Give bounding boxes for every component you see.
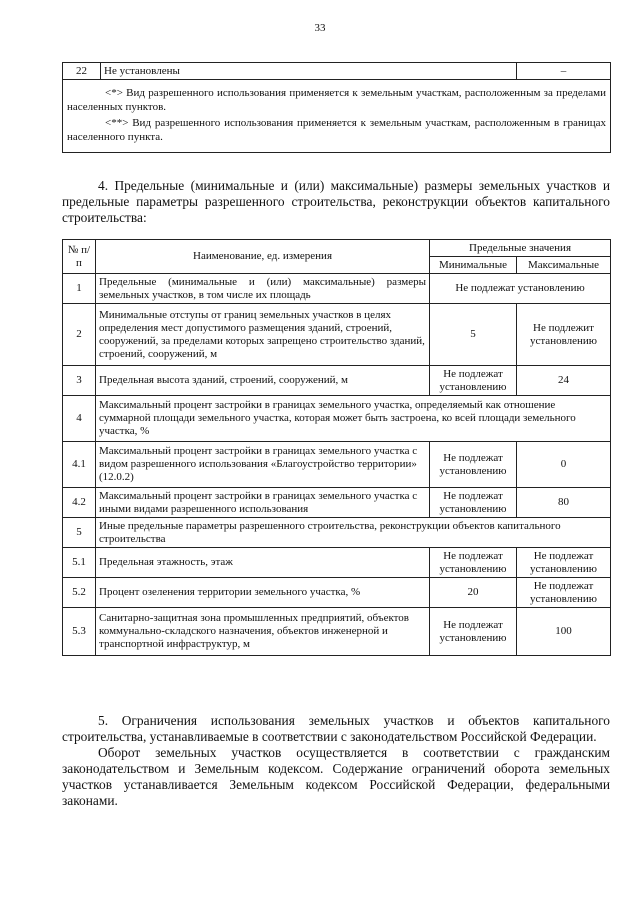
note-2: <**> Вид разрешенного использования применяется к земельным участкам, расположенным в границах населенного пункта. <box>67 117 606 143</box>
section-5-heading: 5. Ограничения использования земельных участков и объектов капитального строительства, устанавливаемые в соответствии с законодательством Российской Федерации. <box>62 713 610 744</box>
table-row: 2 Минимальные отступы от границ земельных участков в целях определения мест допустимого размещения зданий, строений, сооружений, за пределами которых запрещено строительство зданий, строений, сооружений, м 5 Не подлежит установлению <box>63 304 611 366</box>
section-4-heading: 4. Предельные (минимальные и (или) максимальные) размеры земельных участков и предельные параметры разрешенного строительства, реконструкции объектов капитального строительства: <box>62 178 610 225</box>
previous-table-end <box>62 62 611 153</box>
header-limits: Предельные значения <box>430 240 611 257</box>
row-value: – <box>517 63 611 80</box>
section-5-text: Оборот земельных участков осуществляется в соответствии с гражданским законодательством и Земельным кодексом. Содержание ограничений оборота земельных участков устанавливается Земельным кодексом Российской Федерации, федеральными законами. <box>62 745 610 808</box>
table-row: 5.1 Предельная этажность, этаж Не подлежат установлению Не подлежат установлению <box>63 548 611 578</box>
notes-row <box>63 80 611 153</box>
note-1: <*> Вид разрешенного использования применяется к земельным участкам, расположенным за пределами населенных пунктов. <box>67 87 606 113</box>
parameters-table <box>62 239 611 656</box>
row-name: Не установлены <box>101 63 517 80</box>
table-row: 4.2 Максимальный процент застройки в границах земельного участка с иными видами разрешенного использования Не подлежат установлению 80 <box>63 488 611 518</box>
row-number: 22 <box>63 63 101 80</box>
table-row: 4.1 Максимальный процент застройки в границах земельного участка с видом разрешенного использования «Благоустройство территории» (12.0.2) Не подлежат установлению 0 <box>63 442 611 488</box>
table-row: 3 Предельная высота зданий, строений, сооружений, м Не подлежат установлению 24 <box>63 366 611 396</box>
table-row: 4 Максимальный процент застройки в границах земельного участка, определяемый как отношение суммарной площади земельного участка, которая может быть застроена, ко всей площади земельного участка, % <box>63 396 611 442</box>
table-row: 5 Иные предельные параметры разрешенного строительства, реконструкции объектов капитального строительства <box>63 518 611 548</box>
header-name: Наименование, ед. измерения <box>96 240 430 274</box>
page-number: 33 <box>314 22 326 34</box>
header-max: Максимальные <box>517 257 611 274</box>
table-row: 5.3 Санитарно-защитная зона промышленных предприятий, объектов коммунально-складского назначения, объектов инженерной и транспортной инфраструктур, м Не подлежат установлению 100 <box>63 608 611 656</box>
section-5 <box>62 713 610 809</box>
table-row <box>63 63 611 80</box>
header-min: Минимальные <box>430 257 517 274</box>
table-row: 5.2 Процент озеленения территории земельного участка, % 20 Не подлежат установлению <box>63 578 611 608</box>
header-num: № п/п <box>63 240 96 274</box>
table-row: 1 Предельные (минимальные и (или) максимальные) размеры земельных участков, в том числе их площадь Не подлежат установлению <box>63 274 611 304</box>
header-row <box>63 240 611 257</box>
